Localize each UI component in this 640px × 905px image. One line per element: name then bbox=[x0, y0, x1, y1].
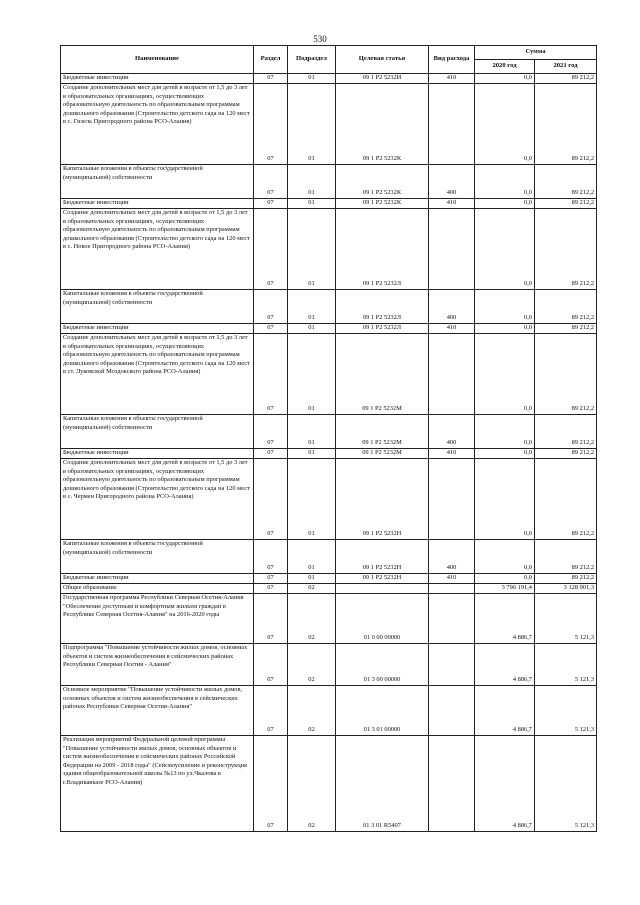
table-row bbox=[61, 574, 597, 584]
table-row bbox=[61, 74, 597, 84]
row-vid: 410 bbox=[429, 199, 475, 209]
row-sum-2021: 5 121,3 bbox=[535, 644, 597, 686]
row-razdel: 07 bbox=[254, 334, 288, 415]
row-razdel: 07 bbox=[254, 84, 288, 165]
row-razdel: 07 bbox=[254, 594, 288, 644]
row-vid bbox=[429, 594, 475, 644]
budget-table bbox=[60, 45, 597, 832]
table-body bbox=[61, 74, 597, 832]
row-sum-2021: 3 128 901,3 bbox=[535, 584, 597, 594]
row-sum-2021: 5 121,3 bbox=[535, 686, 597, 736]
row-vid bbox=[429, 686, 475, 736]
row-podrazdel: 01 bbox=[288, 84, 336, 165]
row-razdel: 07 bbox=[254, 415, 288, 449]
row-podrazdel: 01 bbox=[288, 209, 336, 290]
page-number: 530 bbox=[313, 34, 327, 44]
row-razdel: 07 bbox=[254, 540, 288, 574]
row-podrazdel: 01 bbox=[288, 449, 336, 459]
row-name: Создание дополнительных мест для детей в возрасте от 1,5 до 3 лет в образовательных организациях, осуществляющих образовательную деятельность по образовательным программам дошкольного образования (Строительство детского сада на 120 мест в с. Гизель Пригородного района РСО-Алания) bbox=[61, 84, 254, 165]
row-celevaya: 09 1 P2 5232К bbox=[336, 165, 429, 199]
row-name: Капитальные вложения в объекты государственной (муниципальной) собственности bbox=[61, 415, 254, 449]
row-sum-2020: 0,0 bbox=[475, 459, 535, 540]
row-razdel: 07 bbox=[254, 736, 288, 832]
row-sum-2020: 0,0 bbox=[475, 324, 535, 334]
row-vid bbox=[429, 459, 475, 540]
row-vid: 400 bbox=[429, 290, 475, 324]
row-razdel: 07 bbox=[254, 449, 288, 459]
row-name: Капитальные вложения в объекты государственной (муниципальной) собственности bbox=[61, 290, 254, 324]
row-celevaya: 09 1 P2 5232М bbox=[336, 334, 429, 415]
row-sum-2020: 0,0 bbox=[475, 540, 535, 574]
row-podrazdel: 01 bbox=[288, 199, 336, 209]
header-razdel: Раздел bbox=[254, 46, 288, 74]
row-podrazdel: 01 bbox=[288, 459, 336, 540]
row-sum-2020: 0,0 bbox=[475, 290, 535, 324]
row-sum-2020: 3 796 191,4 bbox=[475, 584, 535, 594]
row-podrazdel: 01 bbox=[288, 74, 336, 84]
row-name: Бюджетные инвестиции bbox=[61, 574, 254, 584]
row-vid: 410 bbox=[429, 574, 475, 584]
row-sum-2021: 89 212,2 bbox=[535, 290, 597, 324]
table-row bbox=[61, 415, 597, 449]
row-sum-2020: 4 886,7 bbox=[475, 686, 535, 736]
table-row bbox=[61, 736, 597, 832]
row-celevaya: 09 1 P2 5232М bbox=[336, 449, 429, 459]
row-name: Капитальные вложения в объекты государственной (муниципальной) собственности bbox=[61, 165, 254, 199]
row-razdel: 07 bbox=[254, 574, 288, 584]
row-sum-2021: 89 212,2 bbox=[535, 334, 597, 415]
row-vid: 410 bbox=[429, 74, 475, 84]
header-vid: Вид расхода bbox=[429, 46, 475, 74]
row-sum-2021: 89 212,2 bbox=[535, 459, 597, 540]
header-podrazdel: Подраздел bbox=[288, 46, 336, 74]
header-summa: Сумма bbox=[475, 46, 597, 60]
row-vid: 410 bbox=[429, 324, 475, 334]
row-razdel: 07 bbox=[254, 644, 288, 686]
row-sum-2020: 0,0 bbox=[475, 209, 535, 290]
table-row bbox=[61, 199, 597, 209]
header-celevaya: Целевая статья bbox=[336, 46, 429, 74]
table-row bbox=[61, 449, 597, 459]
row-podrazdel: 01 bbox=[288, 290, 336, 324]
row-podrazdel: 01 bbox=[288, 574, 336, 584]
row-sum-2021: 89 212,2 bbox=[535, 84, 597, 165]
row-celevaya: 09 1 P2 5232Н bbox=[336, 459, 429, 540]
row-vid bbox=[429, 584, 475, 594]
row-sum-2020: 0,0 bbox=[475, 574, 535, 584]
row-name: Бюджетные инвестиции bbox=[61, 74, 254, 84]
row-sum-2021: 89 212,2 bbox=[535, 449, 597, 459]
row-name: Основное мероприятие "Повышение устойчивости жилых домов, основных объектов и систем жизнеобеспечения в сейсмических районах Республики Северная Осетия-Алания" bbox=[61, 686, 254, 736]
row-sum-2020: 4 886,7 bbox=[475, 736, 535, 832]
row-sum-2021: 89 212,2 bbox=[535, 574, 597, 584]
row-podrazdel: 02 bbox=[288, 686, 336, 736]
row-vid bbox=[429, 644, 475, 686]
row-name: Создание дополнительных мест для детей в возрасте от 1,5 до 3 лет в образовательных организациях, осуществляющих образовательную деятельность по образовательным программам дошкольного образования (Строительство детского сада на 120 мест в с. Чермен Пригородного района РСО-Алания) bbox=[61, 459, 254, 540]
table-header bbox=[61, 46, 597, 74]
row-vid: 400 bbox=[429, 165, 475, 199]
table-row bbox=[61, 594, 597, 644]
row-celevaya: 09 1 P2 5232Л bbox=[336, 324, 429, 334]
row-sum-2020: 0,0 bbox=[475, 84, 535, 165]
row-sum-2021: 89 212,2 bbox=[535, 540, 597, 574]
row-name: Реализация мероприятий Федеральной целевой программы "Повышение устойчивости жилых домов, основных объектов и систем жизнеобеспечения в сейсмических районах Российской Федерации на 2009 - 2018 годы" (Сейсмоусиление и реконструкция здания общеобразовательной школы №13 по ул.Чкалова в г.Владикавказе РСО-Алания) bbox=[61, 736, 254, 832]
row-sum-2021: 89 212,2 bbox=[535, 324, 597, 334]
row-vid bbox=[429, 736, 475, 832]
row-name: Бюджетные инвестиции bbox=[61, 324, 254, 334]
row-sum-2021: 89 212,2 bbox=[535, 74, 597, 84]
row-razdel: 07 bbox=[254, 324, 288, 334]
table-row bbox=[61, 540, 597, 574]
row-name: Подпрограмма "Повышение устойчивости жилых домов, основных объектов и систем жизнеобеспечения в сейсмических районах Республики Северная Осетия - Алания" bbox=[61, 644, 254, 686]
row-name: Создание дополнительных мест для детей в возрасте от 1,5 до 3 лет в образовательных организациях, осуществляющих образовательную деятельность по образовательным программам дошкольного образования (Строительство детского сада на 120 мест в ст. Луковской Моздокского района РСО-Алания) bbox=[61, 334, 254, 415]
row-name: Капитальные вложения в объекты государственной (муниципальной) собственности bbox=[61, 540, 254, 574]
row-celevaya: 01 3 01 R5407 bbox=[336, 736, 429, 832]
table-row bbox=[61, 209, 597, 290]
row-vid bbox=[429, 84, 475, 165]
table-row bbox=[61, 334, 597, 415]
row-vid: 400 bbox=[429, 415, 475, 449]
row-vid bbox=[429, 334, 475, 415]
row-podrazdel: 01 bbox=[288, 334, 336, 415]
row-razdel: 07 bbox=[254, 686, 288, 736]
row-celevaya: 01 3 00 00000 bbox=[336, 644, 429, 686]
row-sum-2021: 5 121,3 bbox=[535, 736, 597, 832]
row-sum-2021: 89 212,2 bbox=[535, 415, 597, 449]
row-vid bbox=[429, 209, 475, 290]
header-name: Наименование bbox=[61, 46, 254, 74]
header-year-2020: 2020 год bbox=[475, 60, 535, 74]
row-razdel: 07 bbox=[254, 199, 288, 209]
row-sum-2020: 4 886,7 bbox=[475, 644, 535, 686]
row-sum-2021: 5 121,3 bbox=[535, 594, 597, 644]
row-celevaya: 09 1 P2 5232К bbox=[336, 199, 429, 209]
row-sum-2020: 0,0 bbox=[475, 165, 535, 199]
row-sum-2021: 89 212,2 bbox=[535, 199, 597, 209]
table-row bbox=[61, 644, 597, 686]
table-row bbox=[61, 290, 597, 324]
row-sum-2020: 4 886,7 bbox=[475, 594, 535, 644]
table-row bbox=[61, 686, 597, 736]
row-celevaya: 01 3 01 00000 bbox=[336, 686, 429, 736]
row-celevaya: 09 1 P2 5232Н bbox=[336, 540, 429, 574]
row-celevaya: 09 1 P2 5232И bbox=[336, 74, 429, 84]
row-podrazdel: 01 bbox=[288, 324, 336, 334]
row-celevaya: 09 1 P2 5232М bbox=[336, 415, 429, 449]
row-razdel: 07 bbox=[254, 209, 288, 290]
row-podrazdel: 02 bbox=[288, 644, 336, 686]
row-celevaya: 09 1 P2 5232Л bbox=[336, 290, 429, 324]
row-vid: 400 bbox=[429, 540, 475, 574]
row-celevaya: 01 0 00 00000 bbox=[336, 594, 429, 644]
row-name: Государственная программа Республики Северная Осетия-Алания "Обеспечение доступным и комфортным жильем граждан в Республике Северная Осетия-Алания" на 2016-2020 годы bbox=[61, 594, 254, 644]
row-razdel: 07 bbox=[254, 459, 288, 540]
row-name: Создание дополнительных мест для детей в возрасте от 1,5 до 3 лет в образовательных организациях, осуществляющих образовательную деятельность по образовательным программам дошкольного образования (Строительство детского сада на 120 мест в с. Новое Пригородного района РСО-Алания) bbox=[61, 209, 254, 290]
row-podrazdel: 02 bbox=[288, 736, 336, 832]
row-podrazdel: 01 bbox=[288, 540, 336, 574]
table-row bbox=[61, 165, 597, 199]
header-year-2021: 2021 год bbox=[535, 60, 597, 74]
row-sum-2020: 0,0 bbox=[475, 74, 535, 84]
row-sum-2020: 0,0 bbox=[475, 199, 535, 209]
row-name: Бюджетные инвестиции bbox=[61, 199, 254, 209]
row-podrazdel: 02 bbox=[288, 594, 336, 644]
row-vid: 410 bbox=[429, 449, 475, 459]
row-celevaya bbox=[336, 584, 429, 594]
row-sum-2020: 0,0 bbox=[475, 415, 535, 449]
row-razdel: 07 bbox=[254, 74, 288, 84]
row-podrazdel: 01 bbox=[288, 415, 336, 449]
row-sum-2021: 89 212,2 bbox=[535, 165, 597, 199]
row-sum-2020: 0,0 bbox=[475, 334, 535, 415]
row-sum-2020: 0,0 bbox=[475, 449, 535, 459]
table-row bbox=[61, 584, 597, 594]
row-sum-2021: 89 212,2 bbox=[535, 209, 597, 290]
row-podrazdel: 02 bbox=[288, 584, 336, 594]
table-row bbox=[61, 84, 597, 165]
row-celevaya: 09 1 P2 5232Н bbox=[336, 574, 429, 584]
row-name: Общее образование bbox=[61, 584, 254, 594]
row-celevaya: 09 1 P2 5232К bbox=[336, 84, 429, 165]
row-razdel: 07 bbox=[254, 584, 288, 594]
row-podrazdel: 01 bbox=[288, 165, 336, 199]
row-name: Бюджетные инвестиции bbox=[61, 449, 254, 459]
table-row bbox=[61, 459, 597, 540]
row-celevaya: 09 1 P2 5232Л bbox=[336, 209, 429, 290]
table-row bbox=[61, 324, 597, 334]
row-razdel: 07 bbox=[254, 290, 288, 324]
row-razdel: 07 bbox=[254, 165, 288, 199]
